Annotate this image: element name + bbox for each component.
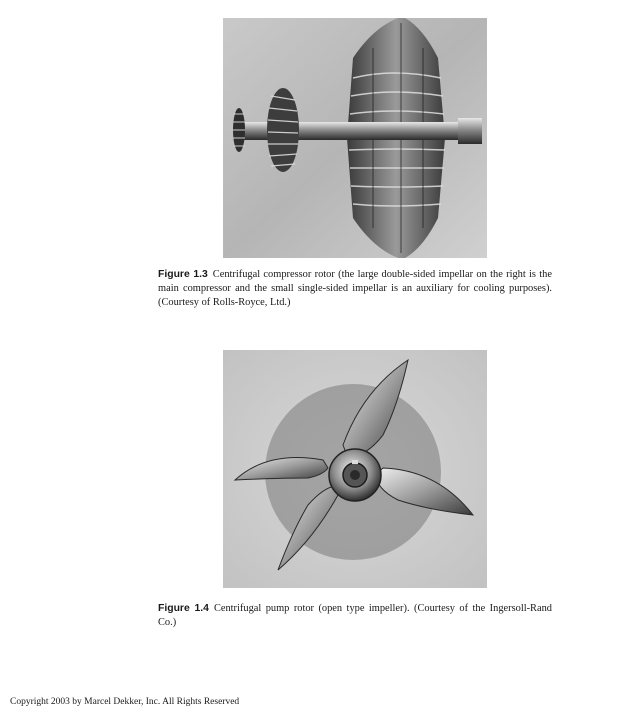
- figure-label: Figure 1.3: [158, 269, 208, 280]
- figure-caption-text: Centrifugal pump rotor (open type impeller). (Courtesy of the Ingersoll-Rand Co.): [158, 603, 552, 628]
- figure-caption: [158, 602, 552, 630]
- pump-rotor-photo: [223, 350, 487, 588]
- compressor-rotor-photo: [223, 18, 487, 258]
- copyright-footer: Copyright 2003 by Marcel Dekker, Inc. All Rights Reserved: [10, 697, 240, 707]
- figure-caption: [158, 268, 552, 310]
- figure-label: Figure 1.4: [158, 603, 209, 614]
- figure-caption-text: Centrifugal compressor rotor (the large double-sided impellar on the right is the main compressor and the small single-sided impellar is an auxiliary for cooling purposes). (Courtesy of Rolls-Royce, Ltd.): [158, 269, 552, 308]
